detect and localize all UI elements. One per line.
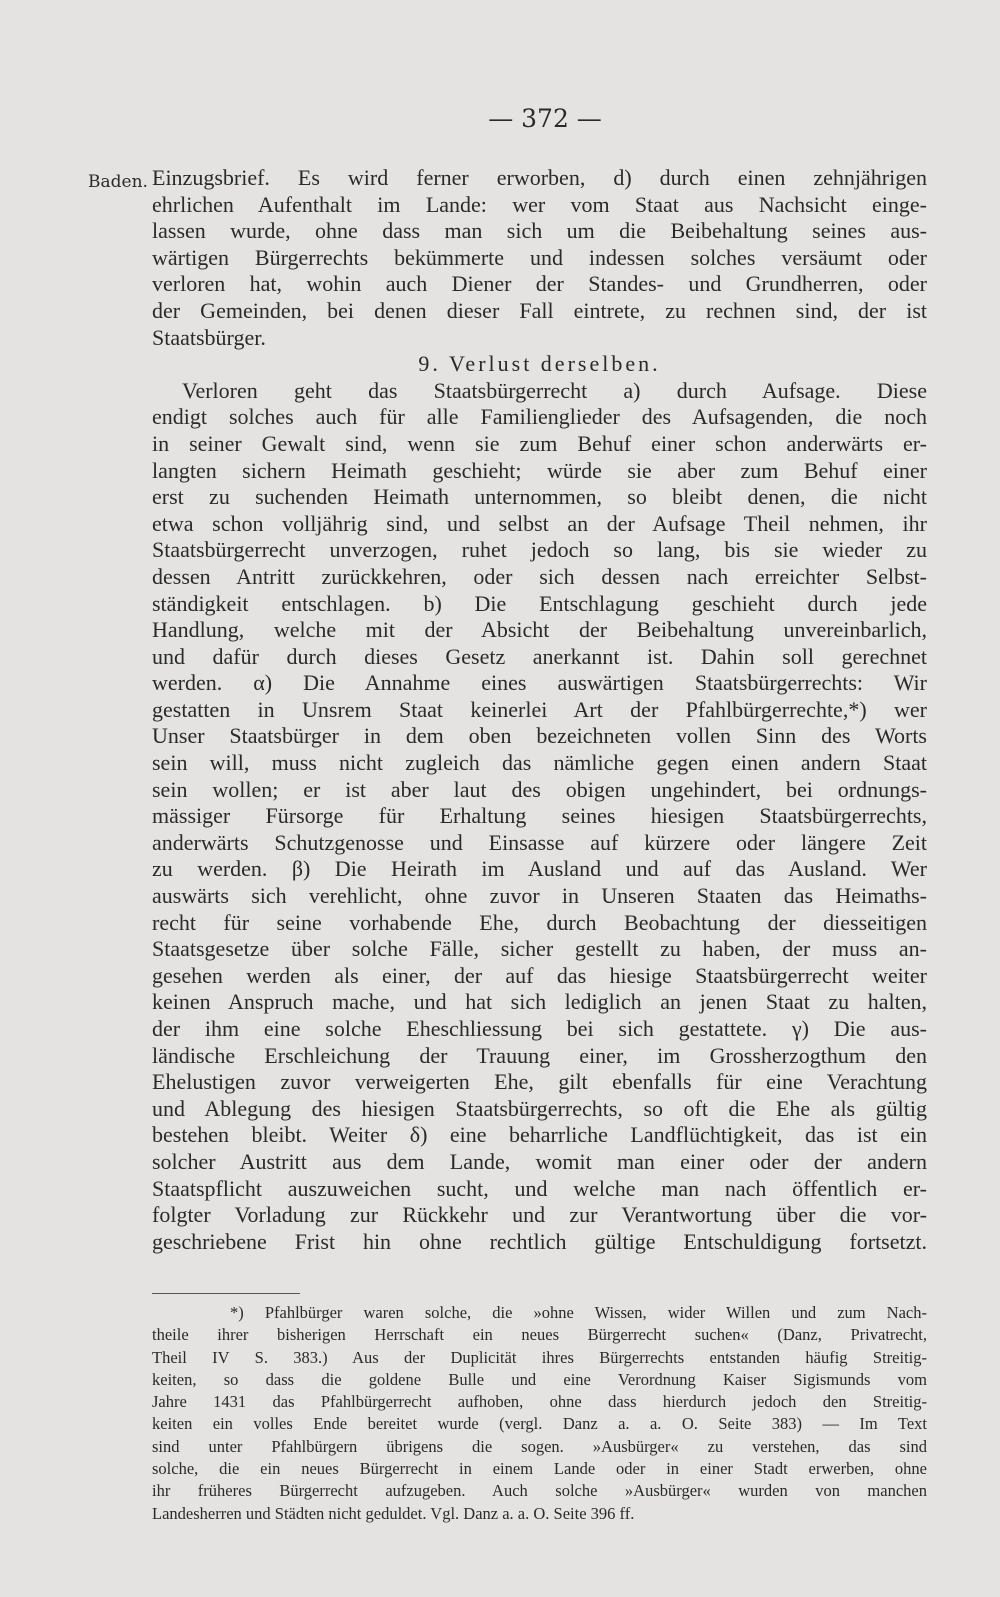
text-line: Staatsbürgerrecht unverzogen, ruhet jedoch so lang, bis sie wieder zu [152,537,927,563]
text-line: dessen Antritt zurückkehren, oder sich dessen nach erreichter Selbst- [152,563,927,589]
section-heading: 9. Verlust derselben. [418,351,661,377]
text-line: und Ablegung des hiesigen Staatsbürgerrechts, so oft die Ehe als gültig [152,1095,927,1121]
text-line: Staatsbürger. [152,324,266,350]
text-line: recht für seine vorhabende Ehe, durch Beobachtung der diesseitigen [152,909,927,935]
text-line: etwa schon volljährig sind, und selbst an der Aufsage Theil nehmen, ihr [152,510,927,536]
footnote-line: ihr früheres Bürgerrecht aufzugeben. Auch solche »Ausbürger« wurden von manchen [152,1481,927,1501]
text-line: lassen wurde, ohne dass man sich um die Beibehaltung seines aus- [152,218,927,244]
text-line: sein wollen; er ist aber laut des obigen ungehindert, bei ordnungs- [152,776,927,802]
footnotes [152,1302,927,1525]
text-line: werden. α) Die Annahme eines auswärtigen Staatsbürgerrechts: Wir [152,670,927,696]
text-line: verloren hat, wohin auch Diener der Standes- und Grundherren, oder [152,271,927,297]
text-line: zu werden. β) Die Heirath im Ausland und auf das Ausland. Wer [152,856,927,882]
page-number: — 372 — [488,104,602,133]
text-line: gestatten in Unsrem Staat keinerlei Art der Pfahlbürgerrechte,*) wer [152,696,927,722]
text-line: ehrlichen Aufenthalt im Lande: wer vom Staat aus Nachsicht einge- [152,191,927,217]
footnote-line: *) Pfahlbürger waren solche, die »ohne Wissen, wider Willen und zum Nach- [230,1303,927,1322]
margin-note: Baden. [88,172,148,192]
text-line: mässiger Fürsorge für Erhaltung seines hiesigen Staatsbürgerrechts, [152,803,927,829]
text-line: Unser Staatsbürger in dem oben bezeichneten vollen Sinn des Worts [152,723,927,749]
text-line: gesehen werden als einer, der auf das hiesige Staatsbürgerrecht weiter [152,962,927,988]
text-line: der ihm eine solche Eheschliessung bei sich gestattete. γ) Die aus- [152,1016,927,1041]
text-line: Einzugsbrief. Es wird ferner erworben, d) durch einen zehnjährigen [152,165,927,190]
text-line: und dafür durch dieses Gesetz anerkannt ist. Dahin soll gerechnet [152,643,927,669]
text-line: in seiner Gewalt sind, wenn sie zum Behuf einer schon anderwärts er- [152,430,927,456]
text-line: der Gemeinden, bei denen dieser Fall eintrete, zu rechnen sind, der ist [152,297,927,323]
footnote-line: keiten ein volles Ende bereitet wurde (vergl. Danz a. a. O. Seite 383) — Im Text [152,1414,927,1434]
text-line: Verloren geht das Staatsbürgerrecht a) durch Aufsage. Diese [182,377,927,403]
footnote-line: theile ihrer bisherigen Herrschaft ein neues Bürgerrecht suchen« (Danz, Privatrecht, [152,1325,927,1345]
footnote-line: Theil IV S. 383.) Aus der Duplicität ihres Bürgerrechts entstanden häufig Streitig- [152,1347,927,1367]
text-line: bestehen bleibt. Weiter δ) eine beharrliche Landflüchtigkeit, das ist ein [152,1122,927,1148]
text-line: Staatspflicht auszuweichen sucht, und welche man nach öffentlich er- [152,1175,927,1201]
text-line: geschriebene Frist hin ohne rechtlich gültige Entschuldigung fortsetzt. [152,1228,927,1254]
footnote-line: Jahre 1431 das Pfahlbürgerrecht aufhoben, ohne dass hierdurch jedoch den Streitig- [152,1392,927,1412]
body-text [152,165,927,1255]
text-line: erst zu suchenden Heimath unternommen, so bleibt denen, die nicht [152,484,927,510]
text-line: auswärts sich verehlicht, ohne zuvor in Unseren Staaten das Heimaths- [152,883,927,909]
text-line: ländische Erschleichung der Trauung einer, im Grossherzogthum den [152,1042,927,1068]
text-line: keinen Anspruch mache, und hat sich lediglich an jenen Staat zu halten, [152,989,927,1015]
text-line: Staatsgesetze über solche Fälle, sicher gestellt zu haben, der muss an- [152,936,927,962]
text-line: Handlung, welche mit der Absicht der Beibehaltung unvereinbarlich, [152,617,927,643]
footnote-line: sind unter Pfahlbürgern übrigens die sogen. »Ausbürger« zu verstehen, das sind [152,1436,927,1456]
text-line: endigt solches auch für alle Familienglieder des Aufsagenden, die noch [152,404,927,430]
text-line: Ehelustigen zuvor verweigerten Ehe, gilt ebenfalls für eine Verachtung [152,1069,927,1095]
text-line: solcher Austritt aus dem Lande, womit man einer oder der andern [152,1148,927,1174]
text-line: wärtigen Bürgerrechts bekümmerte und indessen solches versäumt oder [152,244,927,270]
footnote-line: Landesherren und Städten nicht geduldet. Vgl. Danz a. a. O. Seite 396 ff. [152,1503,635,1523]
footnote-divider [152,1293,300,1294]
text-line: ständigkeit entschlagen. b) Die Entschlagung geschieht durch jede [152,590,927,616]
text-line: anderwärts Schutzgenosse und Einsasse auf kürzere oder längere Zeit [152,829,927,855]
text-line: sein will, muss nicht zugleich das nämliche gegen einen andern Staat [152,750,927,776]
text-line: langten sichern Heimath geschieht; würde sie aber zum Behuf einer [152,457,927,483]
text-line: folgter Vorladung zur Rückkehr und zur Verantwortung über die vor- [152,1202,927,1228]
footnote-line: solche, die ein neues Bürgerrecht in einem Lande oder in einer Stadt erwerben, ohne [152,1459,927,1479]
footnote-line: keiten, so dass die goldene Bulle und eine Verordnung Kaiser Sigismunds vom [152,1369,927,1389]
